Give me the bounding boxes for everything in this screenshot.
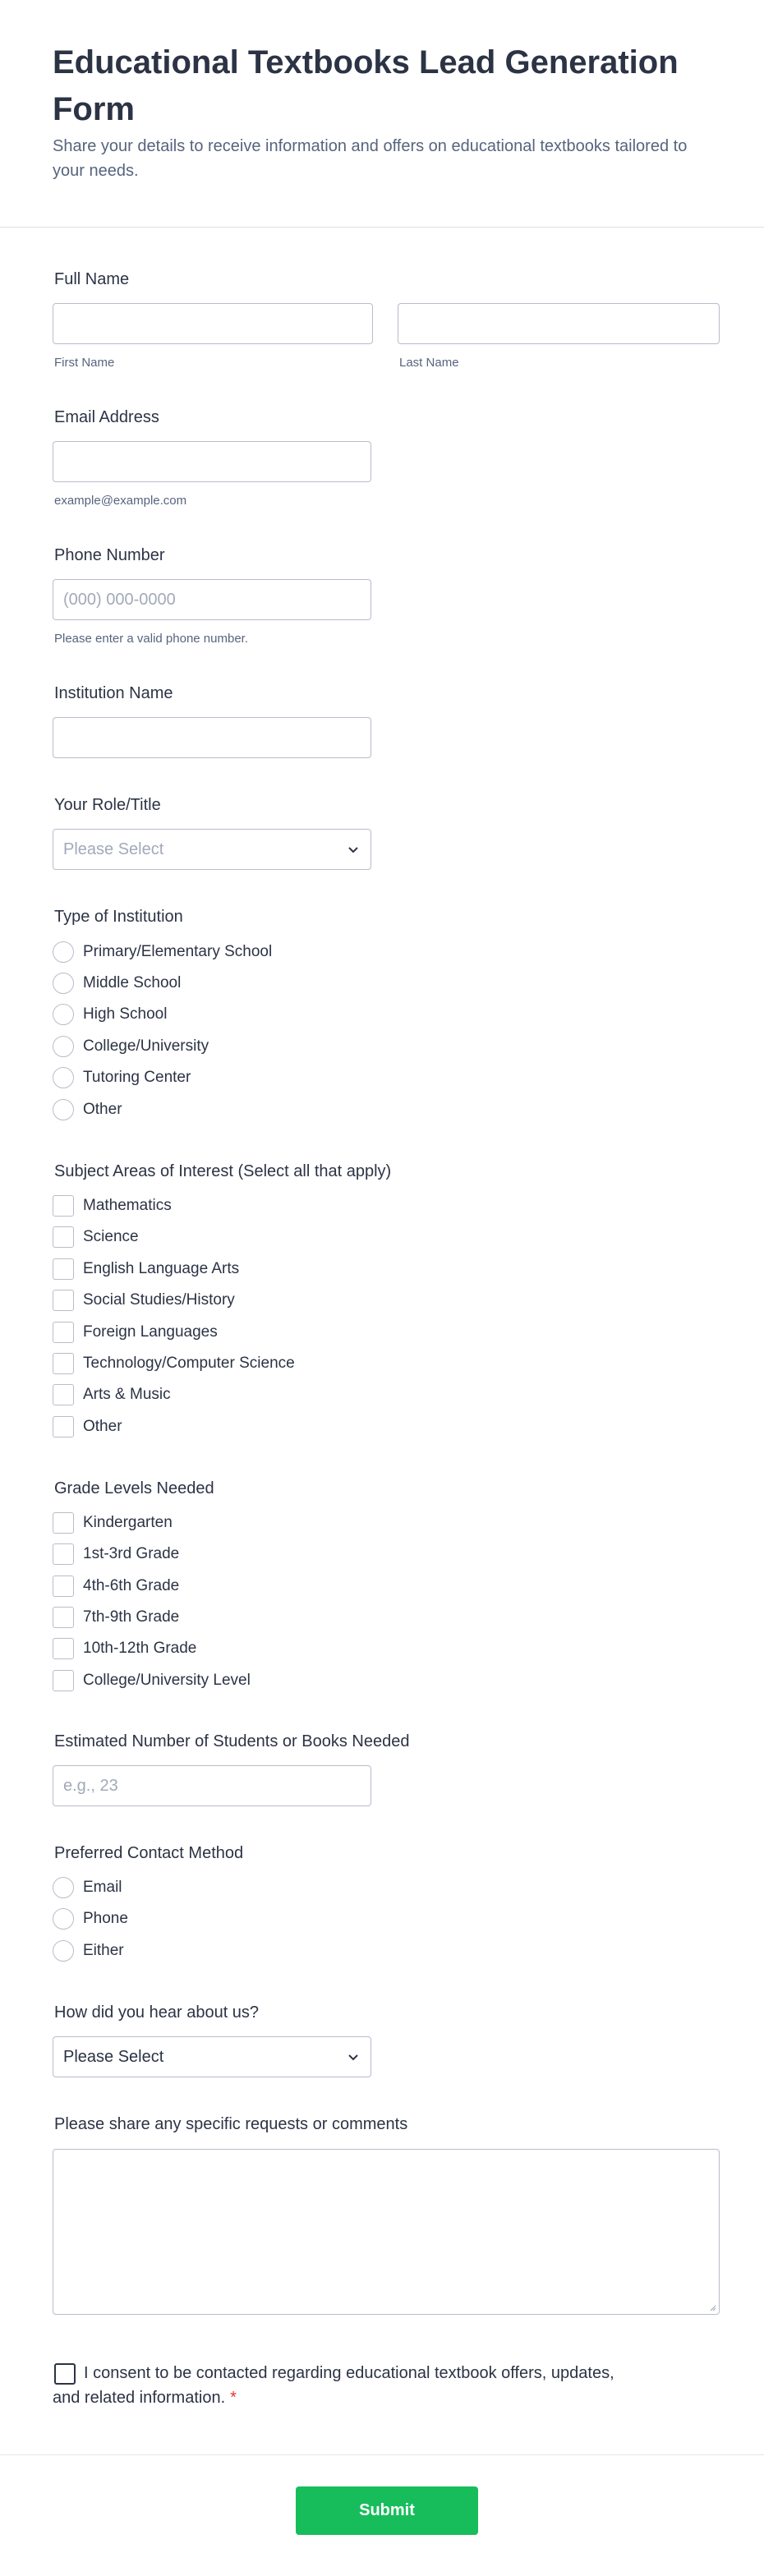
option-label: College/University Level (83, 1672, 251, 1689)
submit-button[interactable]: Submit (296, 2486, 478, 2535)
radio-button[interactable] (53, 973, 74, 994)
email-input[interactable] (53, 441, 371, 482)
form-title: Educational Textbooks Lead Generation Form (53, 44, 679, 127)
institution-label: Institution Name (54, 684, 173, 702)
contact-method-label: Preferred Contact Method (54, 1844, 244, 1862)
role-select[interactable] (53, 829, 371, 870)
radio-button[interactable] (53, 1908, 74, 1930)
checkbox[interactable] (53, 1576, 74, 1597)
first-name-input[interactable] (53, 303, 373, 344)
institution-type-label: Type of Institution (54, 908, 183, 926)
option-label: English Language Arts (83, 1260, 240, 1277)
checkbox[interactable] (53, 1322, 74, 1343)
comments-label: Please share any specific requests or comments (54, 2115, 408, 2133)
radio-button[interactable] (53, 1004, 74, 1025)
radio-button[interactable] (53, 1940, 74, 1962)
checkbox[interactable] (53, 1638, 74, 1659)
checkbox[interactable] (53, 1290, 74, 1311)
grades-label: Grade Levels Needed (54, 1479, 214, 1497)
option-label: Email (83, 1879, 122, 1896)
checkbox[interactable] (53, 1258, 74, 1280)
option-label: Foreign Languages (83, 1323, 218, 1341)
option-label: 7th-9th Grade (83, 1608, 180, 1626)
option-label: Social Studies/History (83, 1291, 235, 1309)
first-name-sublabel: First Name (54, 356, 115, 370)
radio-button[interactable] (53, 1067, 74, 1088)
option-label: Technology/Computer Science (83, 1355, 295, 1372)
radio-button[interactable] (53, 1036, 74, 1057)
radio-button[interactable] (53, 941, 74, 963)
option-label: Science (83, 1228, 139, 1245)
option-label: Tutoring Center (83, 1069, 191, 1086)
option-label: High School (83, 1005, 168, 1023)
email-sublabel: example@example.com (54, 494, 187, 508)
referral-select-value: Please Select (63, 2048, 164, 2066)
option-label: College/University (83, 1037, 209, 1055)
role-select-value: Please Select (63, 840, 164, 858)
chevron-down-icon (347, 844, 359, 855)
phone-input[interactable]: (000) 000-0000 (53, 579, 371, 620)
form-subtitle: Share your details to receive information and offers on educational textbooks tailored to your needs. (53, 137, 688, 180)
students-input[interactable]: e.g., 23 (53, 1765, 371, 1806)
chevron-down-icon (347, 2051, 359, 2063)
checkbox[interactable] (53, 1195, 74, 1217)
option-label: Mathematics (83, 1197, 172, 1214)
option-label: Other (83, 1101, 122, 1118)
checkbox[interactable] (53, 1416, 74, 1438)
students-label: Estimated Number of Students or Books Needed (54, 1732, 410, 1750)
checkbox[interactable] (53, 1670, 74, 1691)
checkbox[interactable] (53, 1226, 74, 1248)
last-name-sublabel: Last Name (399, 356, 459, 370)
referral-select[interactable] (53, 2036, 371, 2077)
option-label: Other (83, 1418, 122, 1435)
consent-text: I consent to be contacted regarding educational textbook offers, updates, and related information. (53, 2364, 614, 2407)
checkbox[interactable] (53, 1384, 74, 1405)
option-label: Middle School (83, 974, 182, 991)
radio-button[interactable] (53, 1877, 74, 1898)
option-label: Primary/Elementary School (83, 943, 273, 960)
full-name-label: Full Name (54, 270, 130, 288)
comments-textarea[interactable] (53, 2149, 720, 2315)
checkbox[interactable] (53, 1543, 74, 1565)
form-header (0, 0, 764, 228)
phone-sublabel: Please enter a valid phone number. (54, 632, 248, 646)
option-label: 10th-12th Grade (83, 1640, 197, 1657)
role-label: Your Role/Title (54, 796, 161, 814)
consent-label (53, 2361, 628, 2410)
option-label: 1st-3rd Grade (83, 1545, 180, 1562)
option-label: 4th-6th Grade (83, 1577, 180, 1594)
option-label: Phone (83, 1910, 128, 1927)
option-label: Kindergarten (83, 1514, 173, 1531)
footer-divider (0, 2454, 764, 2455)
checkbox[interactable] (53, 1353, 74, 1374)
required-asterisk: * (230, 2389, 237, 2407)
phone-label: Phone Number (54, 546, 165, 564)
checkbox[interactable] (53, 1512, 74, 1534)
checkbox[interactable] (53, 1607, 74, 1628)
referral-label: How did you hear about us? (54, 2003, 260, 2022)
radio-button[interactable] (53, 1099, 74, 1120)
email-label: Email Address (54, 408, 159, 426)
institution-input[interactable] (53, 717, 371, 758)
option-label: Arts & Music (83, 1386, 171, 1403)
last-name-input[interactable] (398, 303, 720, 344)
option-label: Either (83, 1942, 124, 1959)
subjects-label: Subject Areas of Interest (Select all that apply) (54, 1162, 392, 1180)
resize-grip-icon[interactable] (708, 2303, 716, 2312)
